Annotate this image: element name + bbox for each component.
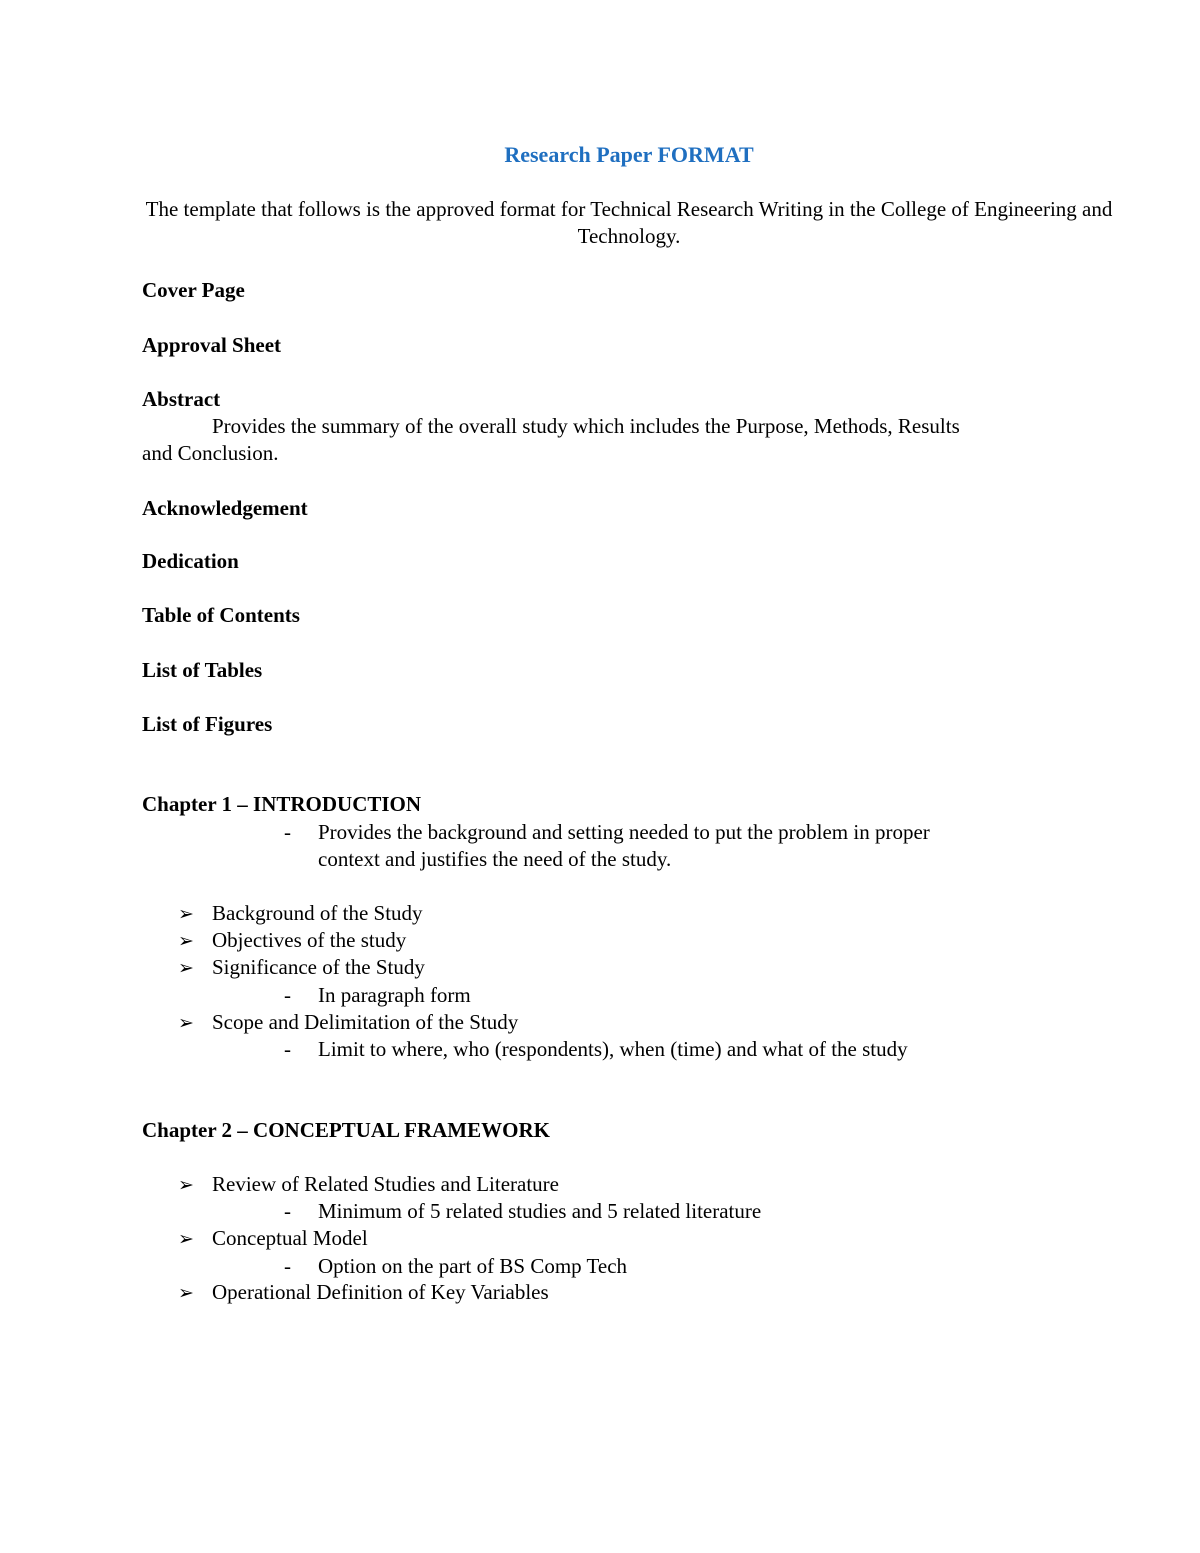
section-approval-sheet: Approval Sheet (142, 333, 282, 357)
dash-marker: - (284, 983, 291, 1007)
sub-list-item (284, 982, 471, 1009)
sub-list-item (284, 1253, 627, 1280)
arrow-bullet-icon: ➢ (178, 1175, 194, 1196)
list-item-text: Conceptual Model (212, 1226, 368, 1250)
list-item (178, 1225, 368, 1253)
section-dedication: Dedication (142, 549, 239, 573)
arrow-bullet-icon: ➢ (178, 958, 194, 979)
abstract-description-line2: and Conclusion. (142, 441, 279, 465)
list-item-text: Scope and Delimitation of the Study (212, 1010, 519, 1034)
dash-marker: - (284, 1199, 291, 1223)
section-list-of-figures: List of Figures (142, 712, 273, 736)
list-item-text: Significance of the Study (212, 955, 425, 979)
section-cover-page: Cover Page (142, 278, 245, 302)
list-item (178, 954, 425, 982)
sub-list-item-text: In paragraph form (318, 983, 471, 1007)
section-abstract: Abstract (142, 387, 221, 411)
arrow-bullet-icon: ➢ (178, 1229, 194, 1250)
dash-marker: - (284, 1037, 291, 1061)
chapter1-description-line1: Provides the background and setting needed to put the problem in proper (318, 820, 930, 844)
abstract-description-line1: Provides the summary of the overall study which includes the Purpose, Methods, Results (212, 414, 960, 438)
sub-list-item (284, 1036, 908, 1063)
sub-list-item-text: Option on the part of BS Comp Tech (318, 1254, 628, 1278)
list-item (178, 927, 406, 955)
arrow-bullet-icon: ➢ (178, 931, 194, 952)
page-title: Research Paper FORMAT (504, 142, 754, 167)
arrow-bullet-icon: ➢ (178, 904, 194, 925)
intro-paragraph: The template that follows is the approved format for Technical Research Writing in the College of Engineering and Technology. (145, 197, 1113, 248)
list-item-text: Review of Related Studies and Literature (212, 1172, 559, 1196)
section-table-of-contents: Table of Contents (142, 603, 300, 627)
section-acknowledgement: Acknowledgement (142, 496, 308, 520)
dash-marker: - (284, 1254, 291, 1278)
section-list-of-tables: List of Tables (142, 658, 263, 682)
list-item (178, 1279, 549, 1307)
list-item (178, 1009, 518, 1037)
sub-list-item (284, 1198, 761, 1225)
list-item-text: Operational Definition of Key Variables (212, 1280, 549, 1304)
chapter1-heading: Chapter 1 – INTRODUCTION (142, 792, 422, 816)
chapter1-description-line2: context and justifies the need of the study. (318, 847, 672, 871)
list-item-text: Background of the Study (212, 901, 423, 925)
dash-marker: - (284, 820, 291, 844)
arrow-bullet-icon: ➢ (178, 1283, 194, 1304)
chapter2-heading: Chapter 2 – CONCEPTUAL FRAMEWORK (142, 1118, 550, 1142)
list-item (178, 900, 423, 928)
list-item-text: Objectives of the study (212, 928, 407, 952)
sub-list-item-text: Limit to where, who (respondents), when (time) and what of the study (318, 1037, 908, 1061)
sub-list-item-text: Minimum of 5 related studies and 5 related literature (318, 1199, 762, 1223)
arrow-bullet-icon: ➢ (178, 1013, 194, 1034)
chapter1-description (284, 819, 930, 846)
list-item (178, 1171, 559, 1199)
